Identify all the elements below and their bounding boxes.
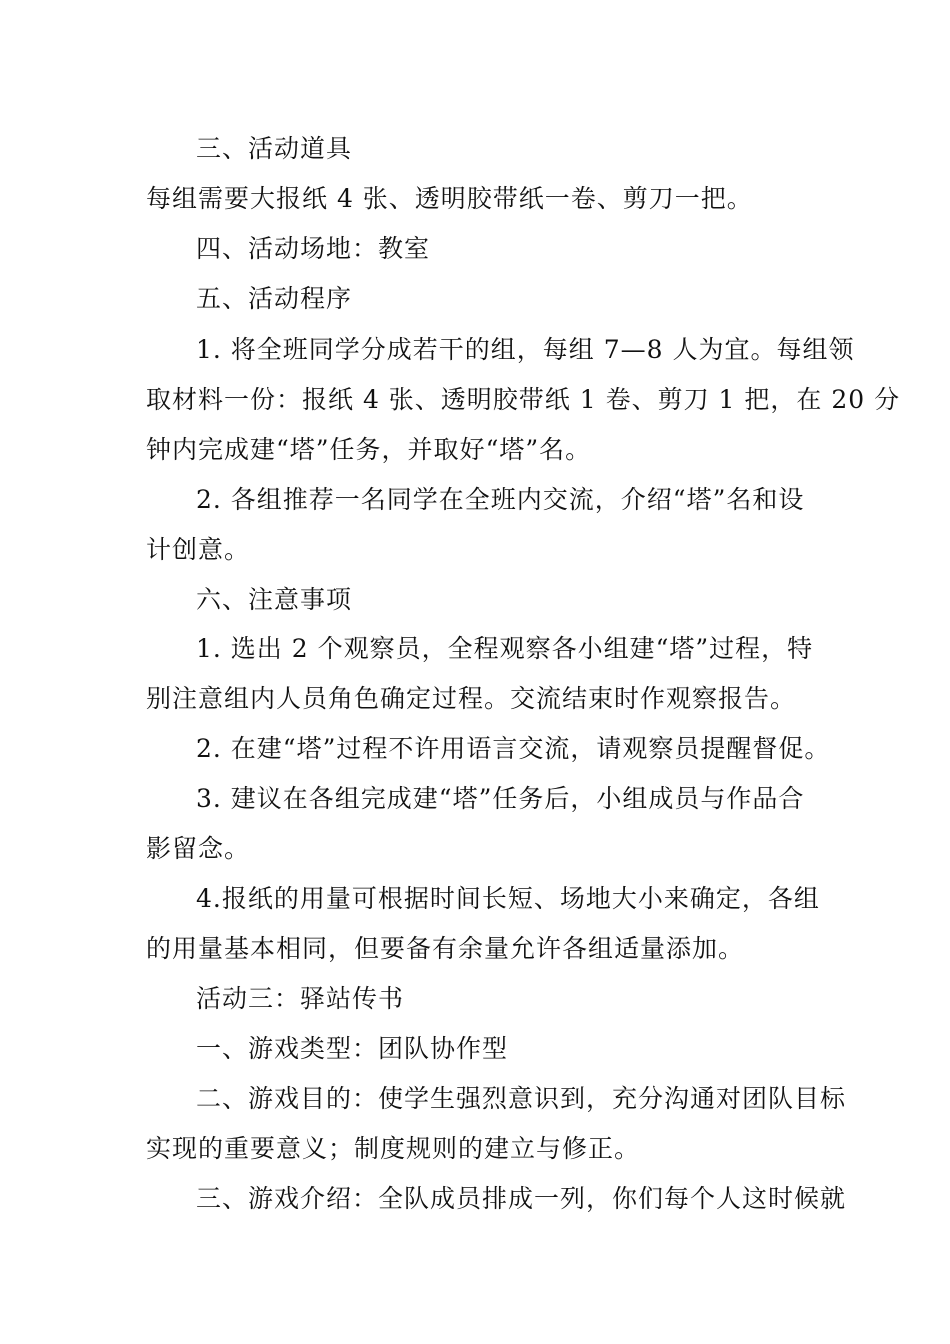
paragraph-line: 2. 各组推荐一名同学在全班内交流，介绍“塔”名和设 — [196, 485, 805, 514]
paragraph-line: 别注意组内人员角色确定过程。交流结束时作观察报告。 — [146, 684, 797, 713]
section-heading-notes: 六、注意事项 — [196, 585, 353, 614]
paragraph-line: 影留念。 — [146, 834, 251, 863]
paragraph-line: 2. 在建“塔”过程不许用语言交流，请观察员提醒督促。 — [196, 734, 831, 763]
section-heading-procedure: 五、活动程序 — [196, 284, 353, 313]
section-heading-props: 三、活动道具 — [196, 134, 353, 163]
section-heading-venue: 四、活动场地：教室 — [196, 234, 431, 263]
paragraph-line: 钟内完成建“塔”任务，并取好“塔”名。 — [146, 435, 592, 464]
paragraph-line: 计创意。 — [146, 535, 251, 564]
paragraph-line: 实现的重要意义；制度规则的建立与修正。 — [146, 1134, 641, 1163]
section-heading-game-intro: 三、游戏介绍：全队成员排成一列，你们每个人这时候就 — [196, 1184, 847, 1213]
activity-heading: 活动三：驿站传书 — [196, 984, 405, 1013]
section-heading-game-purpose: 二、游戏目的：使学生强烈意识到，充分沟通对团队目标 — [196, 1084, 847, 1113]
paragraph-line: 每组需要大报纸 4 张、透明胶带纸一卷、剪刀一把。 — [146, 184, 753, 213]
paragraph-line: 1. 选出 2 个观察员，全程观察各小组建“塔”过程，特 — [196, 634, 814, 663]
paragraph-line: 的用量基本相同，但要备有余量允许各组适量添加。 — [146, 934, 745, 963]
paragraph-line: 取材料一份：报纸 4 张、透明胶带纸 1 卷、剪刀 1 把，在 20 分 — [146, 385, 901, 414]
paragraph-line: 3. 建议在各组完成建“塔”任务后，小组成员与作品合 — [196, 784, 805, 813]
paragraph-line: 1. 将全班同学分成若干的组，每组 7—8 人为宜。每组领 — [196, 335, 855, 364]
section-heading-game-type: 一、游戏类型：团队协作型 — [196, 1034, 509, 1063]
paragraph-line: 4.报纸的用量可根据时间长短、场地大小来确定，各组 — [196, 884, 820, 913]
